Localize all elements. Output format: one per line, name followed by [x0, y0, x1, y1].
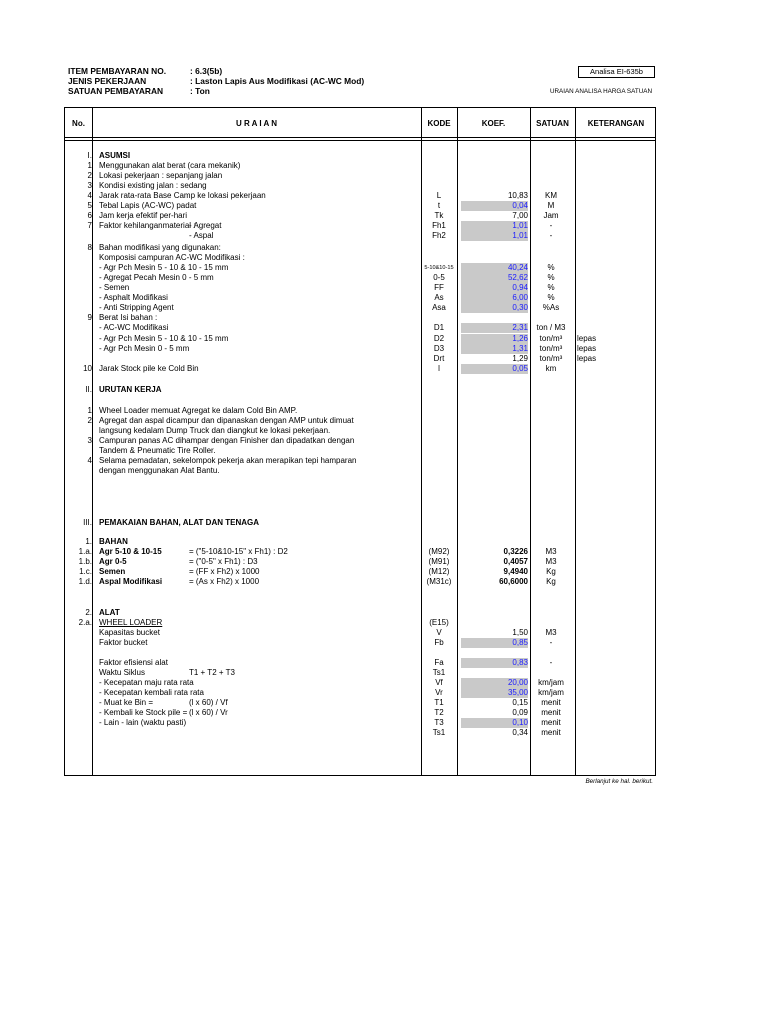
row-description: Wheel Loader memuat Agregat ke dalam Cold Bin AMP. [99, 406, 298, 415]
row-satuan: - [549, 221, 553, 230]
table-row [65, 466, 657, 476]
table-row [65, 518, 657, 528]
row-number: 1 [87, 161, 92, 170]
row-satuan: M3 [545, 628, 557, 637]
row-description: Jarak Stock pile ke Cold Bin [99, 364, 199, 373]
row-description: - Lain - lain (waktu pasti) [99, 718, 187, 727]
row-number: 3 [87, 181, 92, 190]
row-number: 2 [87, 171, 92, 180]
row-description: Agregat dan aspal dicampur dan dipanaskan dengan AMP untuk dimuat [99, 416, 354, 425]
row-description: Kapasitas bucket [99, 628, 160, 637]
row-description: Agr 5-10 & 10-15 [99, 547, 162, 556]
satuan-label: SATUAN PEMBAYARAN [68, 86, 164, 96]
row-kode: (M91) [428, 557, 450, 566]
column-header-keterangan: KETERANGAN [587, 119, 645, 128]
row-kode: t [437, 201, 441, 210]
row-koefisien: 0,34 [512, 728, 528, 737]
row-satuan: M3 [545, 547, 557, 556]
row-description: Selama pemadatan, sekelompok pekerja akan merapikan tepi hamparan [99, 456, 357, 465]
header-divider [65, 140, 655, 141]
table-row [65, 161, 657, 171]
row-satuan: - [549, 658, 553, 667]
row-kode: Asa [432, 303, 446, 312]
column-header-no: No. [72, 119, 85, 128]
row-number: 8 [87, 243, 92, 252]
row-number: 2 [87, 416, 92, 425]
row-description: - Agregat Pecah Mesin 0 - 5 mm [99, 273, 214, 282]
row-description-detail: = ("5-10&10-15" x Fh1) : D2 [189, 547, 288, 556]
row-number: 5 [87, 201, 92, 210]
table-row [65, 201, 657, 211]
row-koefisien: 40,24 [461, 263, 528, 273]
table-row [65, 557, 657, 567]
table-row [65, 303, 657, 313]
row-kode: T3 [434, 718, 444, 727]
row-satuan: % [547, 273, 555, 282]
row-koefisien: 9,4940 [503, 567, 528, 576]
row-koefisien: 0,30 [461, 303, 528, 313]
row-kode: D1 [433, 323, 445, 332]
row-kode: Vr [435, 688, 443, 697]
row-satuan: km [545, 364, 557, 373]
row-satuan: % [547, 293, 555, 302]
row-koefisien: 20,00 [461, 678, 528, 688]
row-number: II. [85, 385, 92, 394]
row-description-detail: = ("0-5" x Fh1) : D3 [189, 557, 258, 566]
row-keterangan: lepas [577, 334, 597, 343]
table-row [65, 728, 657, 738]
table-row [65, 273, 657, 283]
table-row [65, 577, 657, 587]
row-koefisien: 60,6000 [499, 577, 528, 586]
analisa-code-box: Analisa EI-635b [578, 66, 655, 78]
row-number: 1.a. [78, 547, 92, 556]
row-koefisien: 1,29 [512, 354, 528, 363]
row-kode: D3 [433, 344, 445, 353]
row-number: 2.a. [78, 618, 92, 627]
item-value: : 6.3(5b) [190, 66, 223, 76]
row-description: - Agr Pch Mesin 5 - 10 & 10 - 15 mm [99, 334, 229, 343]
column-header-koef: KOEF. [481, 119, 506, 128]
row-koefisien: 0,09 [512, 708, 528, 717]
row-description: Faktor bucket [99, 638, 148, 647]
row-satuan: %As [542, 303, 560, 312]
row-description-detail: T1 + T2 + T3 [189, 668, 235, 677]
row-number: I. [87, 151, 92, 160]
row-kode: 5-10&10-15 [424, 265, 454, 271]
row-koefisien: 35,00 [461, 688, 528, 698]
row-satuan: km/jam [538, 678, 564, 687]
row-kode: T2 [434, 708, 444, 717]
table-row [65, 718, 657, 728]
row-satuan: M [547, 201, 555, 210]
row-description: Campuran panas AC dihampar dengan Finisher dan dipadatkan dengan [99, 436, 355, 445]
row-description-detail: (l x 60) / Vr [189, 708, 228, 717]
table-row [65, 628, 657, 638]
table-row [65, 668, 657, 678]
row-number: 9 [87, 313, 92, 322]
row-koefisien: 0,3226 [503, 547, 528, 556]
row-description: BAHAN [99, 537, 128, 546]
row-koefisien: 6,00 [461, 293, 528, 303]
row-koefisien: 1,31 [461, 344, 528, 354]
row-satuan: KM [545, 191, 557, 200]
row-satuan: Jam [543, 211, 559, 220]
row-satuan: ton/m³ [539, 344, 563, 353]
row-number: 1.d. [78, 577, 92, 586]
jenis-value: : Laston Lapis Aus Modifikasi (AC-WC Mod) [190, 76, 365, 86]
table-row [65, 547, 657, 557]
table-row [65, 243, 657, 253]
row-description: Jarak rata-rata Base Camp ke lokasi pekerjaan [99, 191, 266, 200]
row-description-detail: (l x 60) / Vf [189, 698, 228, 707]
table-row [65, 354, 657, 364]
row-kode: 0-5 [433, 273, 445, 282]
table-row [65, 436, 657, 446]
row-koefisien: 0,10 [461, 718, 528, 728]
row-description: - Agr Pch Mesin 0 - 5 mm [99, 344, 190, 353]
row-kode: Ts1 [432, 728, 446, 737]
row-number: 1.b. [78, 557, 92, 566]
row-description-detail: = (As x Fh2) x 1000 [189, 577, 260, 586]
row-koefisien: 10,83 [507, 191, 528, 200]
column-header-satuan: SATUAN [536, 119, 569, 128]
column-header-kode: KODE [427, 119, 451, 128]
row-kode: T1 [434, 698, 444, 707]
row-koefisien: 0,83 [461, 658, 528, 668]
row-koefisien: 1,01 [461, 221, 528, 231]
analysis-table [64, 107, 656, 776]
row-koefisien: 0,15 [512, 698, 528, 707]
row-description: Faktor efisiensi alat [99, 658, 168, 667]
item-label: ITEM PEMBAYARAN NO. [68, 66, 167, 76]
row-description: Jam kerja efektif per-hari [99, 211, 188, 220]
row-kode: (M12) [428, 567, 450, 576]
row-description: Kondisi existing jalan : sedang [99, 181, 207, 190]
row-keterangan: lepas [577, 344, 597, 353]
table-row [65, 334, 657, 344]
row-number: 3 [87, 436, 92, 445]
jenis-label: JENIS PEKERJAAN [68, 76, 147, 86]
row-koefisien: 0,05 [461, 364, 528, 374]
row-number: 10 [83, 364, 92, 373]
row-koefisien: 7,00 [512, 211, 528, 220]
table-row [65, 638, 657, 648]
row-satuan: menit [541, 718, 561, 727]
row-number: III. [83, 518, 92, 527]
table-row [65, 426, 657, 436]
table-row [65, 446, 657, 456]
row-description: langsung kedalam Dump Truck dan diangkut ke lokasi pekerjaan. [99, 426, 331, 435]
row-description-detail: = (FF x Fh2) x 1000 [189, 567, 260, 576]
row-description: ASUMSI [99, 151, 131, 160]
row-koefisien: 2,31 [461, 323, 528, 333]
table-row [65, 567, 657, 577]
row-kode: l [438, 364, 440, 373]
row-number: 7 [87, 221, 92, 230]
row-koefisien: 52,62 [461, 273, 528, 283]
continued-note: Berlanjut ke hal. berikut. [585, 778, 653, 785]
table-row [65, 364, 657, 374]
row-number: 1 [87, 406, 92, 415]
table-row [65, 385, 657, 395]
row-kode: Fa [434, 658, 444, 667]
table-row [65, 181, 657, 191]
table-row [65, 151, 657, 161]
row-description: - Kecepatan maju rata rata [99, 678, 194, 687]
row-description: Aspal Modifikasi [99, 577, 163, 586]
table-row [65, 313, 657, 323]
row-description: - Agr Pch Mesin 5 - 10 & 10 - 15 mm [99, 263, 229, 272]
row-description: - Semen [99, 283, 130, 292]
row-description: - Asphalt Modifikasi [99, 293, 168, 302]
row-kode: D2 [433, 334, 445, 343]
row-description: Semen [99, 567, 126, 576]
row-description: Tebal Lapis (AC-WC) padat [99, 201, 197, 210]
row-kode: Drt [433, 354, 445, 363]
row-description: Komposisi campuran AC-WC Modifikasi : [99, 253, 245, 262]
row-satuan: ton / M3 [536, 323, 566, 332]
table-row [65, 537, 657, 547]
row-koefisien: 0,4057 [503, 557, 528, 566]
row-kode: Fh2 [432, 231, 446, 240]
row-description: Faktor kehilanganmaterial : [99, 221, 196, 230]
row-satuan: ton/m³ [539, 334, 563, 343]
table-row [65, 456, 657, 466]
row-satuan: % [547, 263, 555, 272]
row-keterangan: lepas [577, 354, 597, 363]
row-satuan: - [549, 231, 553, 240]
row-number: 6 [87, 211, 92, 220]
row-description: Tandem & Pneumatic Tire Roller. [99, 446, 216, 455]
table-row [65, 221, 657, 231]
table-row [65, 171, 657, 181]
row-koefisien: 1,50 [512, 628, 528, 637]
row-kode: V [436, 628, 442, 637]
row-number: 2. [85, 608, 92, 617]
row-kode: (M31c) [426, 577, 452, 586]
row-kode: Ts1 [432, 668, 446, 677]
row-description: - Muat ke Bin = [99, 698, 154, 707]
table-row [65, 323, 657, 333]
table-row [65, 344, 657, 354]
table-row [65, 608, 657, 618]
row-kode: Vf [435, 678, 443, 687]
row-kode: (M92) [428, 547, 450, 556]
table-row [65, 191, 657, 201]
row-kode: (E15) [429, 618, 449, 627]
row-description: Agr 0-5 [99, 557, 127, 566]
row-description: Lokasi pekerjaan : sepanjang jalan [99, 171, 223, 180]
row-description: Berat Isi bahan : [99, 313, 158, 322]
row-description: - Kecepatan kembali rata rata [99, 688, 204, 697]
table-row [65, 658, 657, 668]
row-number: 1. [85, 537, 92, 546]
table-row [65, 618, 657, 628]
row-satuan: menit [541, 728, 561, 737]
row-koefisien: 0,94 [461, 283, 528, 293]
row-number: 4 [87, 456, 92, 465]
row-description: - Anti Stripping Agent [99, 303, 174, 312]
row-satuan: menit [541, 708, 561, 717]
row-description: dengan menggunakan Alat Bantu. [99, 466, 220, 475]
table-row [65, 293, 657, 303]
table-row [65, 406, 657, 416]
row-description: - Kembali ke Stock pile = [99, 708, 188, 717]
table-row [65, 211, 657, 221]
row-koefisien: 1,26 [461, 334, 528, 344]
row-satuan: M3 [545, 557, 557, 566]
row-description-detail: - Aspal [189, 231, 214, 240]
row-description: PEMAKAIAN BAHAN, ALAT DAN TENAGA [99, 518, 259, 527]
table-row [65, 253, 657, 263]
row-satuan: Kg [546, 577, 556, 586]
row-satuan: - [549, 638, 553, 647]
row-description: Menggunakan alat berat (cara mekanik) [99, 161, 241, 170]
row-kode: Tk [434, 211, 444, 220]
table-row [65, 688, 657, 698]
row-number: 1.c. [79, 567, 92, 576]
row-kode: FF [434, 283, 444, 292]
row-satuan: % [547, 283, 555, 292]
row-number: 4 [87, 191, 92, 200]
row-satuan: ton/m³ [539, 354, 563, 363]
row-satuan: km/jam [538, 688, 564, 697]
table-row [65, 283, 657, 293]
row-description: Waktu Siklus [99, 668, 145, 677]
row-koefisien: 1,01 [461, 231, 528, 241]
row-satuan: Kg [546, 567, 556, 576]
row-koefisien: 0,04 [461, 201, 528, 211]
uraian-caption: URAIAN ANALISA HARGA SATUAN [549, 88, 652, 95]
row-kode: Fb [434, 638, 444, 647]
row-kode: L [436, 191, 442, 200]
row-kode: Fh1 [432, 221, 446, 230]
table-row [65, 416, 657, 426]
header-divider [65, 137, 655, 138]
row-koefisien: 0,85 [461, 638, 528, 648]
column-header-uraian: U R A I A N [235, 119, 278, 128]
row-description: ALAT [99, 608, 120, 617]
row-description: URUTAN KERJA [99, 385, 162, 394]
row-description: - AC-WC Modifikasi [99, 323, 169, 332]
row-description: Bahan modifikasi yang digunakan: [99, 243, 221, 252]
table-row [65, 263, 657, 273]
table-row [65, 678, 657, 688]
table-row [65, 708, 657, 718]
row-description: WHEEL LOADER [99, 618, 163, 627]
row-description-detail: - Agregat [189, 221, 222, 230]
row-kode: As [434, 293, 444, 302]
row-satuan: menit [541, 698, 561, 707]
table-row [65, 698, 657, 708]
satuan-value: : Ton [190, 86, 210, 96]
table-row [65, 231, 657, 241]
